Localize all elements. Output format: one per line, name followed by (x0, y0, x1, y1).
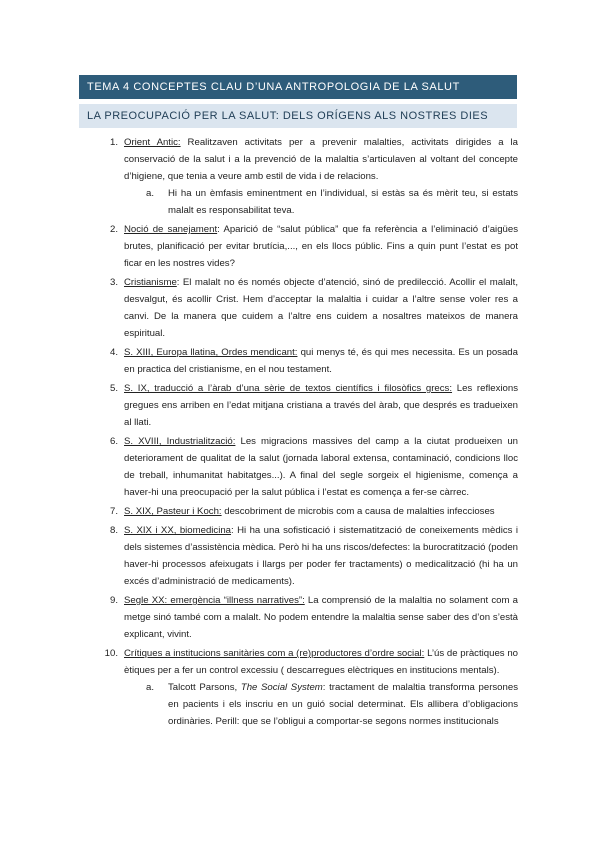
item-text: Les migracions massives del camp a la ciutat produeixen un deteriorament de qualitat de la salut (jornada laboral extensa, contaminació, condicions lloc de treball, inhumanitat habitatges...). A final del segle sorgeix el higienisme, comença a haver-hi una preocupació per la salut pública i l’estat es comença a fer-se càrrec. (124, 436, 518, 498)
item-term: S. XIX i XX, biomedicina (124, 525, 232, 536)
sub-item-letter: a. (146, 188, 155, 199)
list-item (100, 380, 518, 431)
list-item (100, 645, 518, 730)
item-text: L’ús de pràctiques no ètiques per a fer un control excessiu ( descarregues elèctriques en institucions mentals). (124, 648, 518, 676)
item-text: : Hi ha una sofisticació i sistematització de coneixements mèdics i dels sistemes d’assistència mèdica. Però hi ha uns riscos/defectes: la burocratització (poden haver-hi processos afeixugats i llargs per poder fer tractaments) o medicalització (hi ha un excés d’administració de medicaments). (124, 525, 518, 587)
list-item (100, 274, 518, 342)
item-term: S. XIX, Pasteur i Koch: (124, 506, 222, 517)
list-item (100, 503, 518, 520)
sub-item-letter: a. (146, 682, 155, 693)
item-term: Segle XX: emergència “illness narratives”: (124, 595, 305, 606)
list-item (100, 221, 518, 272)
item-number: 4. (109, 347, 118, 358)
item-text: : El malalt no és només objecte d’atenció, sinó de predilecció. Acollir el malalt, desvalgut, és acollir Crist. Hem d’acceptar la malaltia i cuidar a l’altre sense voler res a canvi. De la manera que cuidem a l’altre ens cuidem a nosaltres mateixos de manera espiritual. (124, 277, 518, 339)
item-number: 1. (109, 137, 118, 148)
list-item (100, 522, 518, 590)
numbered-list (100, 134, 518, 732)
sub-item-text: : tractament de malaltia transforma persones en pacients i els inscriu en un guió social determinat. Els allibera d’obligacions ordinàries. Perill: que se l’obligui a comportar-se segons normes institucionals (168, 682, 518, 727)
item-term: S. IX, traducció a l’àrab d’una sèrie de textos científics i filosòfics grecs: (124, 383, 453, 394)
item-text: qui menys té, és qui mes necessita. Es un posada en practica del cristianisme, en el nou testament. (124, 347, 518, 375)
item-number: 7. (109, 506, 118, 517)
item-text: Les reflexions gregues ens arriben en l’edat mitjana cristiana a través del àrab, que després es tradueixen al llati. (124, 383, 518, 428)
item-term: Orient Antic: (124, 137, 181, 148)
document-title: TEMA 4 CONCEPTES CLAU D’UNA ANTROPOLOGIA DE LA SALUT (79, 75, 517, 99)
item-term: S. XVIII, Industrialització: (124, 436, 236, 447)
sub-item-author: Talcott Parsons, (168, 682, 241, 693)
item-number: 2. (109, 224, 118, 235)
item-number: 9. (109, 595, 118, 606)
sub-list-item (124, 679, 518, 730)
item-number: 3. (109, 277, 118, 288)
list-item (100, 344, 518, 378)
list-item (100, 134, 518, 219)
item-term: Noció de sanejament (124, 224, 218, 235)
item-number: 5. (109, 383, 118, 394)
section-subtitle: LA PREOCUPACIÓ PER LA SALUT: DELS ORÍGENS ALS NOSTRES DIES (79, 104, 517, 128)
list-item (100, 433, 518, 501)
item-term: Cristianisme (124, 277, 177, 288)
list-item (100, 592, 518, 643)
item-number: 10. (104, 648, 118, 659)
item-text: : Aparició de “salut pública” que fa referència a l’eliminació d’aigües brutes, planificació per evitar brutícia,..., en els llocs públic. Fins a quin punt l’estat es pot ficar en les nostres vides? (124, 224, 518, 269)
sub-item-book-title: The Social System (240, 682, 323, 693)
item-term: Crítiques a institucions sanitàries com a (re)productores d’ordre social: (124, 648, 425, 659)
item-number: 8. (109, 525, 118, 536)
item-number: 6. (109, 436, 118, 447)
item-text: Realitzaven activitats per a prevenir malalties, activitats dirigides a la conservació de la salut i a la prevenció de la malaltia s’articulaven al voltant del concepte d’higiene, que tenia a veure amb estil de vida i de relacions. (124, 137, 518, 182)
item-text: descobriment de microbis com a causa de malalties infeccioses (221, 506, 495, 517)
item-term: S. XIII, Europa llatina, Ordes mendicant: (124, 347, 298, 358)
sub-item-text: Hi ha un èmfasis eminentment en l’individual, si estàs sa és mèrit teu, si estats malalt es responsabilitat teva. (168, 188, 518, 216)
item-text: La comprensió de la malaltia no solament com a metge sinó també com a malalt. No podem entendre la malaltia sense saber des d’on s’està explicant, vivint. (124, 595, 518, 640)
sub-list-item (124, 185, 518, 219)
